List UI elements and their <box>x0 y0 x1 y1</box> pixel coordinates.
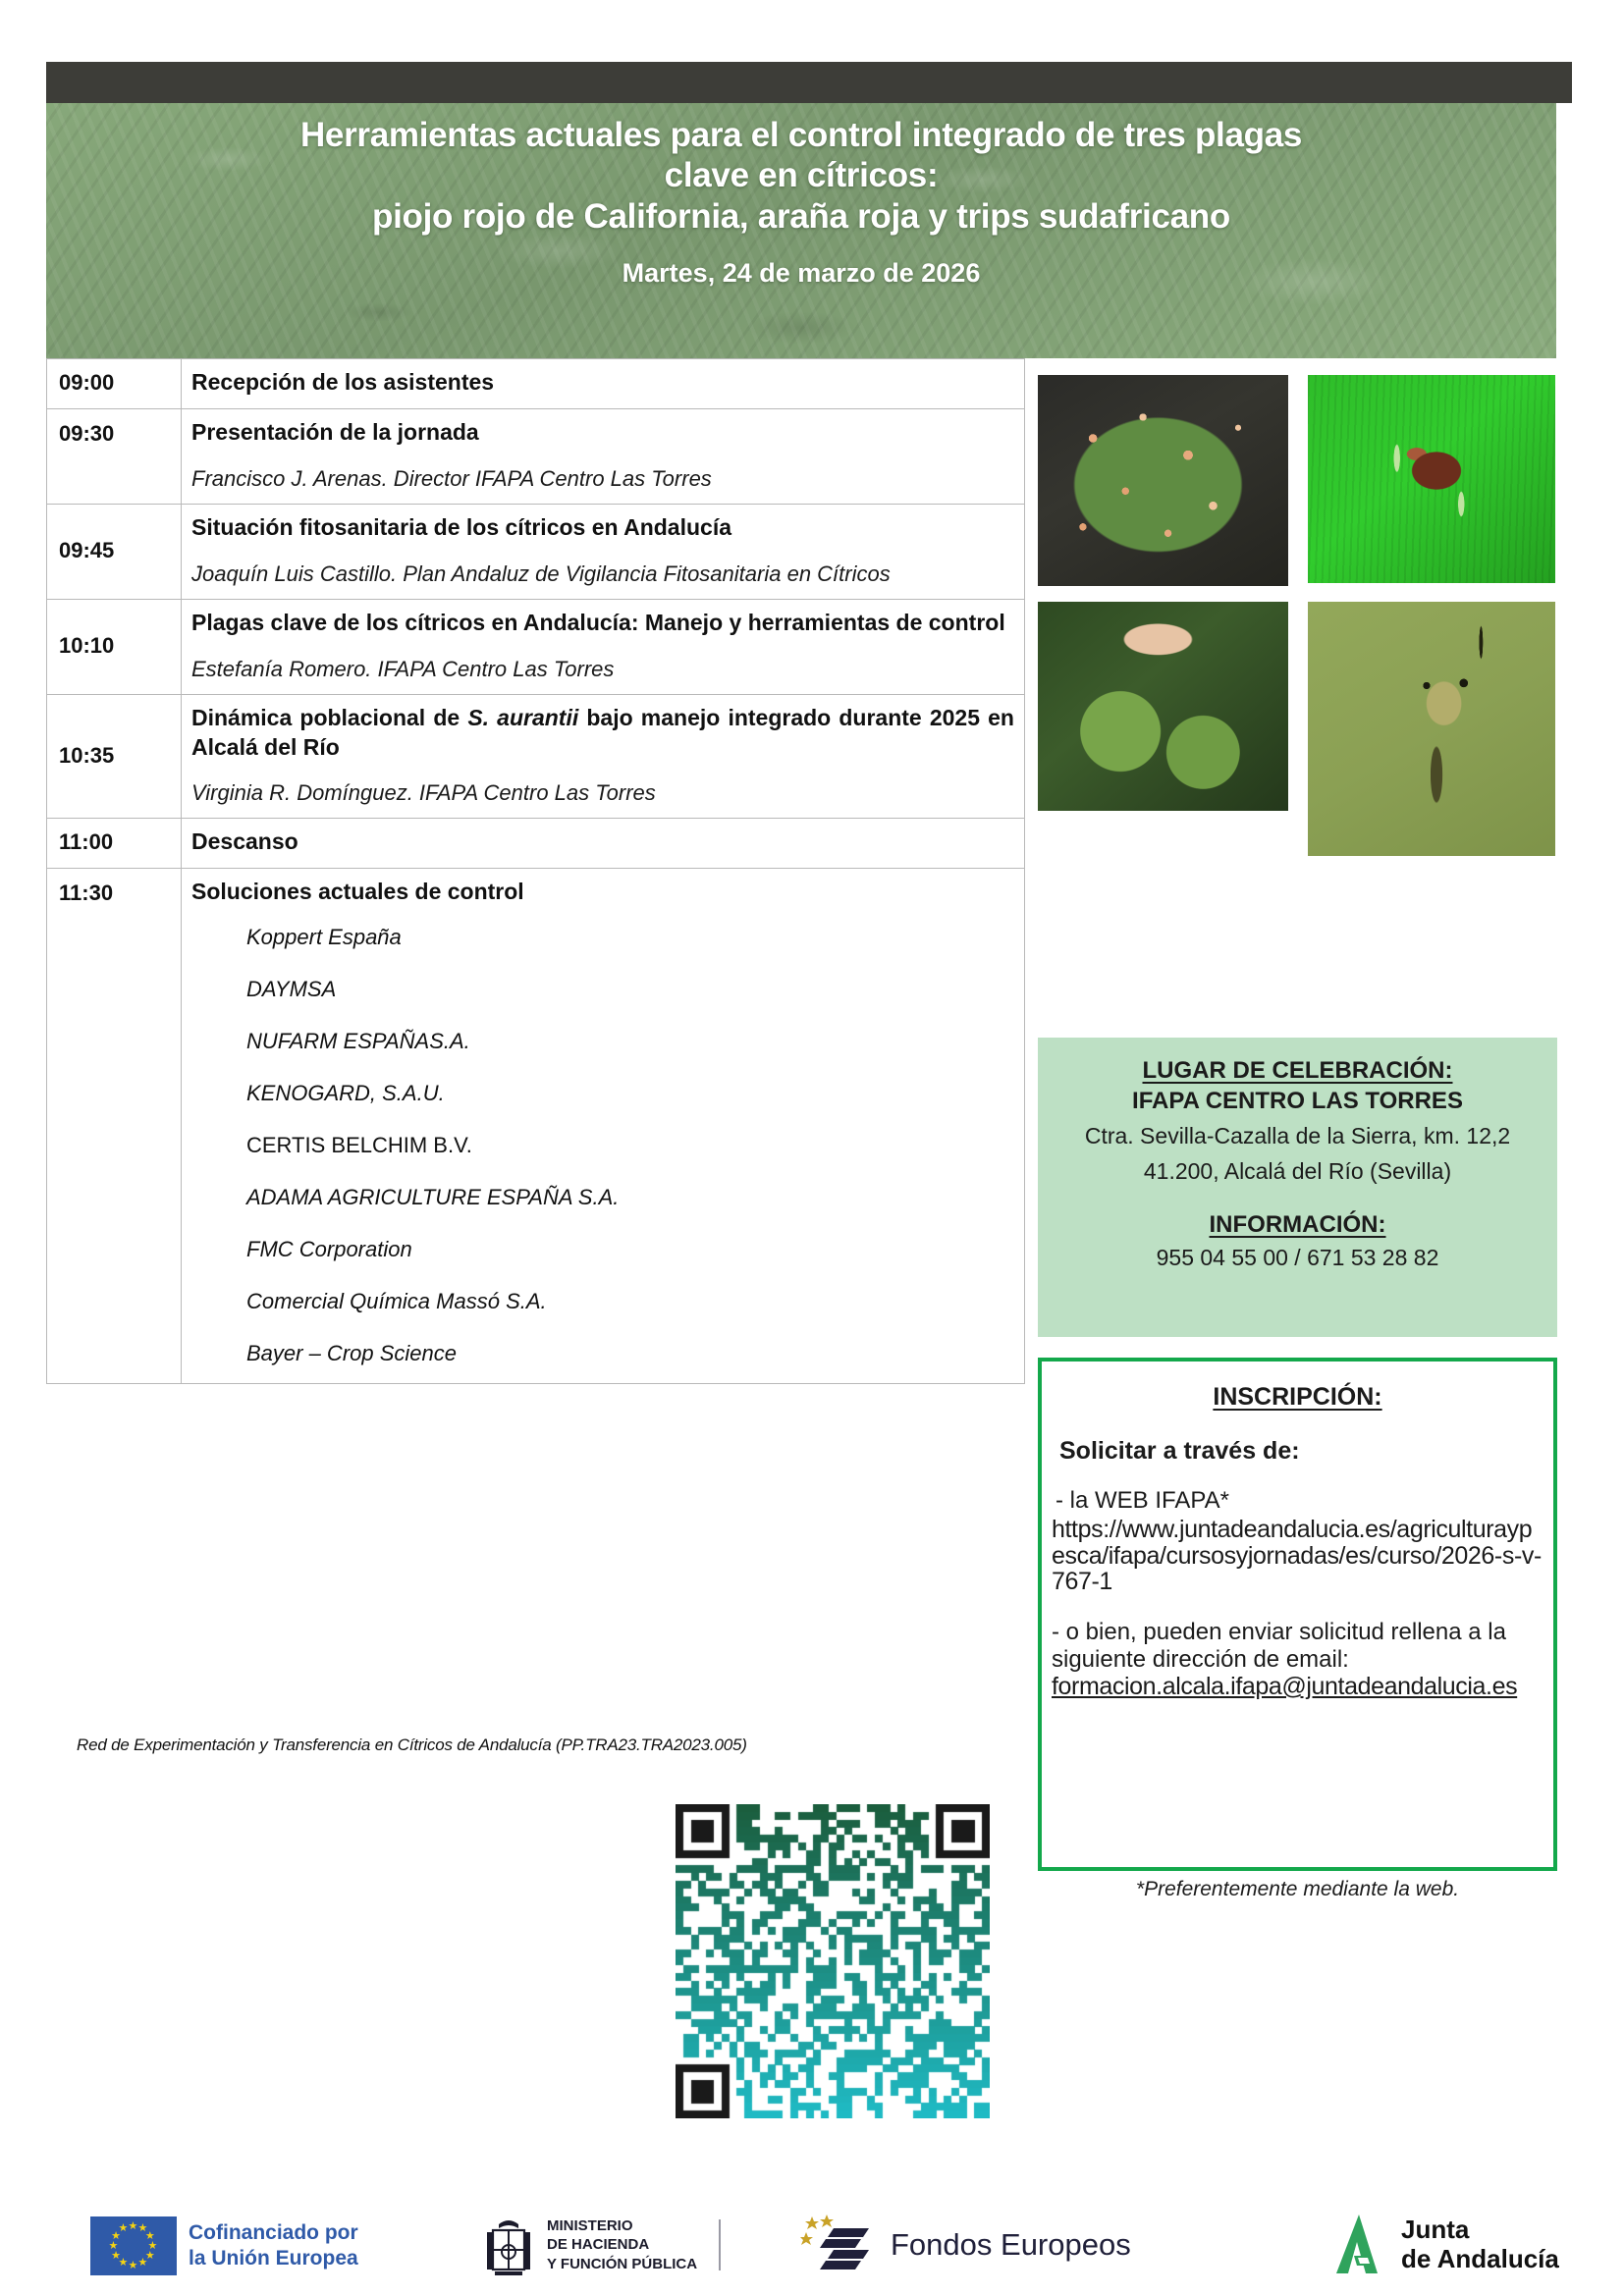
table-row <box>47 408 1025 504</box>
eu-star-icon: ★ <box>147 2239 158 2252</box>
footer-logos <box>0 2199 1624 2296</box>
row-time: 11:00 <box>47 819 182 869</box>
header-title-line-3: piojo rojo de California, araña roja y trips sudafricano <box>372 196 1230 236</box>
row-speaker: Joaquín Luis Castillo. Plan Andaluz de Vigilancia Fitosanitaria en Cítricos <box>191 561 891 586</box>
registration-solicit-label: Solicitar a través de: <box>1059 1437 1300 1465</box>
header-title-line-1: Herramientas actuales para el control integrado de tres plagas <box>299 116 1303 154</box>
junta-line-1: Junta <box>1401 2214 1470 2244</box>
table-row <box>47 504 1025 599</box>
registration-url[interactable]: https://www.juntadeandalucia.es/agriculturaypesca/ifapa/cursosyjornadas/es/curso/2026-s-v-767-1 <box>1052 1516 1542 1595</box>
qr-code[interactable] <box>676 1804 990 2118</box>
ministry-line-3: Y FUNCIÓN PÚBLICA <box>547 2255 698 2272</box>
sponsor-list <box>191 925 1014 1366</box>
photo-trips-sudafricano <box>1308 602 1555 856</box>
junta-line-2: de Andalucía <box>1401 2244 1559 2273</box>
header-dark-bar <box>46 62 1572 103</box>
eu-star-icon: ★ <box>144 2249 155 2262</box>
registration-heading: INSCRIPCIÓN: <box>1213 1383 1382 1411</box>
list-item: ADAMA AGRICULTURE ESPAÑA S.A. <box>246 1185 620 1210</box>
row-title <box>191 704 1014 763</box>
table-row <box>47 599 1025 694</box>
logo-junta-andalucia <box>1330 2213 1559 2275</box>
row-title: Plagas clave de los cítricos en Andalucía: Manejo y herramientas de control <box>191 609 1005 635</box>
row-content <box>182 819 1025 869</box>
eu-star-icon: ★ <box>118 2222 129 2235</box>
logo-divider <box>719 2219 721 2270</box>
info-heading: INFORMACIÓN: <box>1209 1210 1386 1238</box>
logo-european-union <box>90 2216 358 2275</box>
eu-flag-icon <box>90 2216 177 2275</box>
list-item: Comercial Química Massó S.A. <box>246 1289 547 1314</box>
fondos-europeos-label: Fondos Europeos <box>891 2227 1131 2262</box>
venue-heading: LUGAR DE CELEBRACIÓN: <box>1142 1057 1453 1084</box>
row-time: 09:45 <box>47 504 182 599</box>
row-title: Soluciones actuales de control <box>191 879 524 905</box>
eu-star-icon: ★ <box>111 2249 122 2262</box>
logo-ministry <box>481 2213 721 2277</box>
row-title-pre: Dinámica poblacional de <box>191 704 468 730</box>
list-item: FMC Corporation <box>246 1237 412 1262</box>
logo-fondos-europeos <box>800 2213 1131 2277</box>
photo-piojo-rojo-california <box>1038 375 1288 586</box>
table-row <box>47 869 1025 1384</box>
eu-star-icon: ★ <box>128 2259 138 2271</box>
row-content <box>182 869 1025 1384</box>
row-title-post: bajo manejo integrado durante 2025 en Alcalá del Río <box>191 704 1014 760</box>
registration-box <box>1038 1358 1557 1871</box>
list-item: Bayer – Crop Science <box>246 1341 457 1366</box>
table-row <box>47 819 1025 869</box>
eu-star-icon: ★ <box>128 2219 138 2232</box>
eu-star-icon: ★ <box>108 2239 119 2252</box>
row-speaker: Virginia R. Domínguez. IFAPA Centro Las Torres <box>191 780 656 806</box>
row-title: Descanso <box>191 828 298 855</box>
eu-star-icon: ★ <box>111 2229 122 2242</box>
header-title-line-2: clave en cítricos: <box>664 156 939 195</box>
table-row <box>47 359 1025 409</box>
ministry-line-1: MINISTERIO <box>547 2216 633 2234</box>
venue-box <box>1038 1038 1557 1337</box>
row-time: 11:30 <box>47 869 182 1384</box>
info-phones: 955 04 55 00 / 671 53 28 82 <box>1156 1244 1439 1270</box>
eu-logo-text <box>189 2220 358 2270</box>
eu-star-icon: ★ <box>118 2256 129 2269</box>
junta-andalucia-icon <box>1330 2213 1391 2275</box>
row-time: 10:10 <box>47 599 182 694</box>
row-time: 09:00 <box>47 359 182 409</box>
table-row <box>47 694 1025 819</box>
row-content <box>182 359 1025 409</box>
venue-name: IFAPA CENTRO LAS TORRES <box>1132 1088 1463 1115</box>
photo-arana-roja <box>1308 375 1555 583</box>
row-title: Recepción de los asistentes <box>191 369 495 395</box>
registration-footnote: *Preferentemente mediante la web. <box>1135 1878 1460 1900</box>
venue-address-line-1: Ctra. Sevilla-Cazalla de la Sierra, km. 12,2 <box>1084 1123 1511 1149</box>
program-table <box>46 358 1025 1384</box>
eu-star-icon: ★ <box>137 2222 148 2235</box>
venue-address-line-2: 41.200, Alcalá del Río (Sevilla) <box>1143 1158 1452 1185</box>
row-content <box>182 694 1025 819</box>
header-banner <box>46 103 1556 358</box>
list-item: NUFARM ESPAÑAS.A. <box>246 1029 470 1054</box>
registration-email[interactable]: formacion.alcala.ifapa@juntadeandalucia.es <box>1052 1673 1518 1701</box>
row-content <box>182 408 1025 504</box>
header-text-block <box>46 103 1556 358</box>
list-item: Koppert España <box>246 925 402 950</box>
list-item: KENOGARD, S.A.U. <box>246 1081 445 1106</box>
row-time: 10:35 <box>47 694 182 819</box>
junta-andalucia-text <box>1401 2215 1559 2273</box>
eu-star-icon: ★ <box>144 2229 155 2242</box>
fondos-europeos-icon <box>800 2213 877 2277</box>
row-content <box>182 504 1025 599</box>
header-date: Martes, 24 de marzo de 2026 <box>622 257 981 288</box>
eu-star-icon: ★ <box>137 2256 148 2269</box>
row-title: Presentación de la jornada <box>191 418 479 445</box>
list-item: DAYMSA <box>246 977 337 1002</box>
row-title-species: S. aurantii <box>467 704 579 730</box>
row-time: 09:30 <box>47 408 182 504</box>
ministry-line-2: DE HACIENDA <box>547 2236 650 2254</box>
registration-option-email: - o bien, pueden enviar solicitud rellena a la siguiente dirección de email: <box>1052 1618 1506 1673</box>
row-content <box>182 599 1025 694</box>
list-item: CERTIS BELCHIM B.V. <box>246 1133 472 1158</box>
row-speaker: Francisco J. Arenas. Director IFAPA Centro Las Torres <box>191 465 712 491</box>
spain-coat-of-arms-icon <box>481 2213 536 2277</box>
ministry-logo-text <box>547 2216 697 2274</box>
photo-citricos-arbol <box>1038 602 1288 811</box>
project-reference-note: Red de Experimentación y Transferencia en Cítricos de Andalucía (PP.TRA23.TRA2023.005) <box>77 1735 747 1754</box>
eu-logo-line-1: Cofinanciado por <box>189 2221 358 2245</box>
registration-option-web: - la WEB IFAPA* <box>1056 1487 1229 1514</box>
row-speaker: Estefanía Romero. IFAPA Centro Las Torres <box>191 656 615 681</box>
eu-logo-line-2: la Unión Europea <box>189 2247 358 2269</box>
row-title: Situación fitosanitaria de los cítricos en Andalucía <box>191 513 732 540</box>
